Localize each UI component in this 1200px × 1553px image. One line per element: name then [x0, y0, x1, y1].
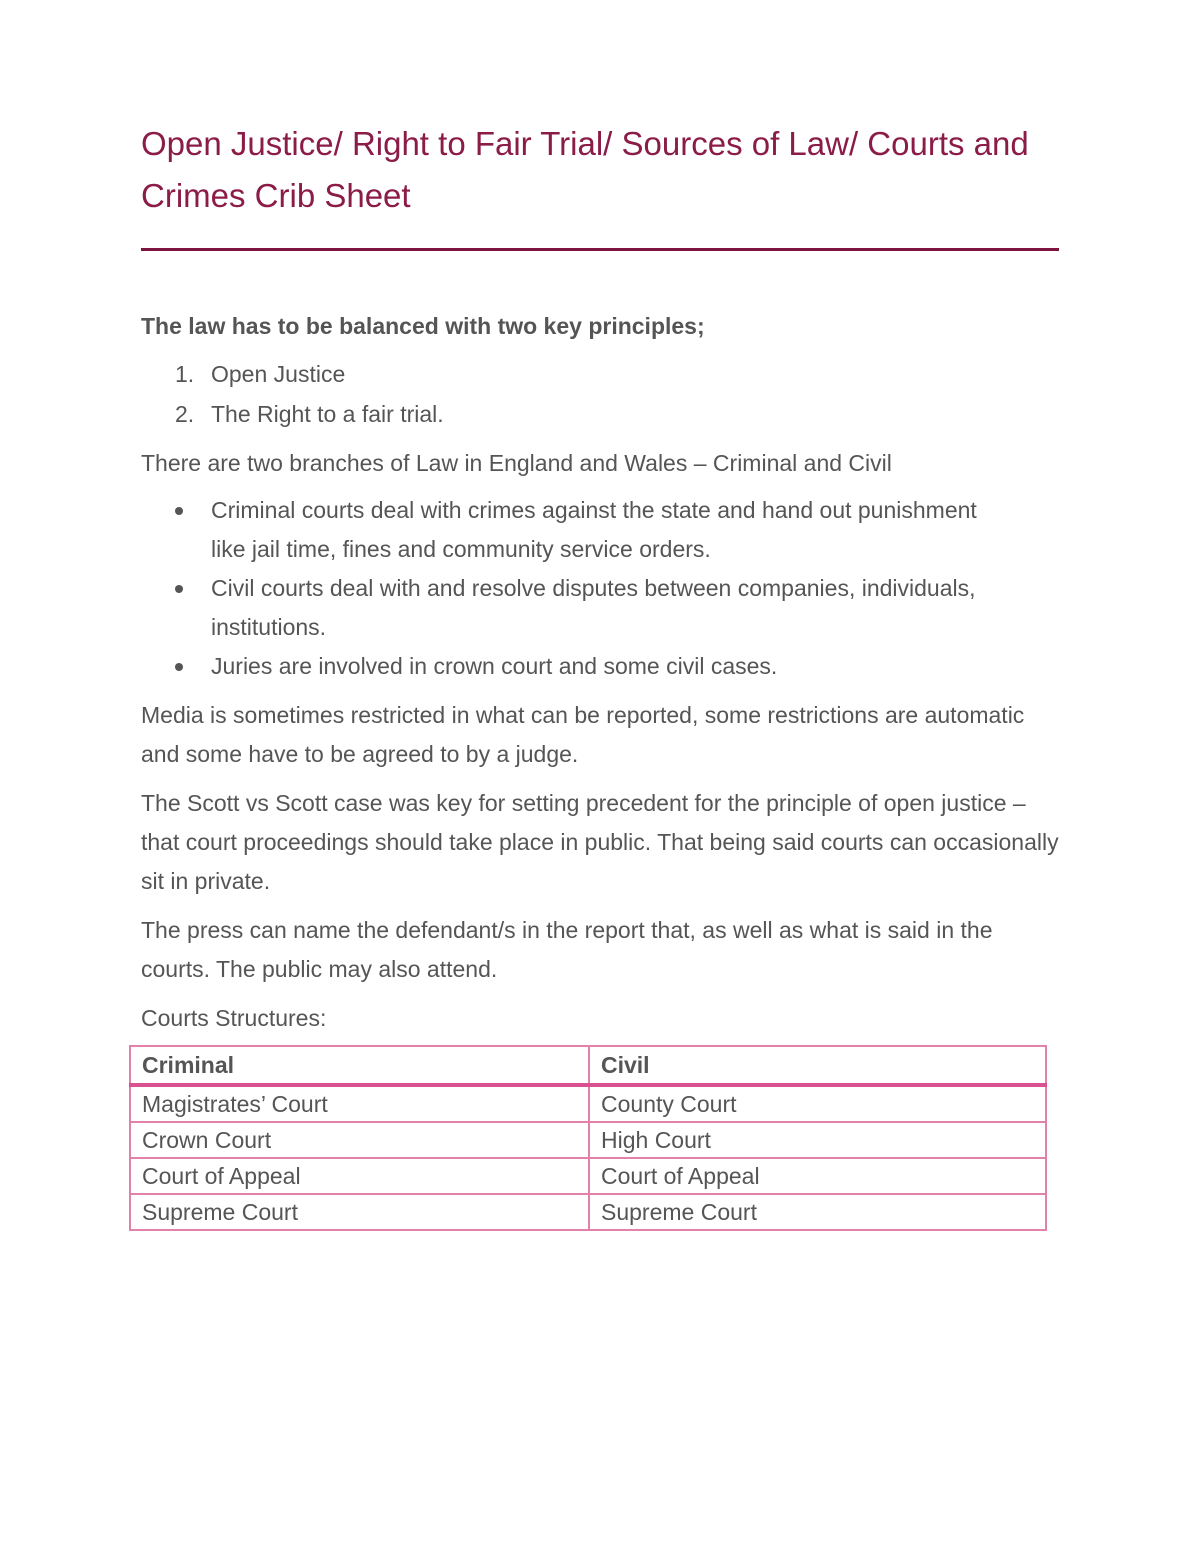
bullet-icon — [175, 585, 183, 593]
table-cell: Magistrates’ Court — [130, 1085, 589, 1122]
scott-paragraph: The Scott vs Scott case was key for setting precedent for the principle of open justice – that court proceedings should take place in public. That being said courts can occasionally sit in private. — [141, 790, 1059, 894]
header-criminal: Criminal — [130, 1046, 589, 1085]
bullet-icon — [175, 663, 183, 671]
bullet-item — [141, 491, 1011, 569]
table-cell: Court of Appeal — [589, 1158, 1046, 1194]
list-number: 2. — [175, 401, 195, 427]
bullet-item — [141, 569, 1011, 647]
document-page — [141, 118, 1059, 1038]
table-row — [130, 1085, 1046, 1122]
bullet-text: Criminal courts deal with crimes against the state and hand out punishment like jail time, fines and community service orders. — [211, 497, 977, 562]
courts-structure-table — [129, 1045, 1047, 1231]
press-paragraph: The press can name the defendant/s in the report that, as well as what is said in the courts. The public may also attend. — [141, 917, 993, 982]
bullet-text: Civil courts deal with and resolve disputes between companies, individuals, institutions. — [211, 575, 976, 640]
table-cell: High Court — [589, 1122, 1046, 1158]
title-divider — [141, 248, 1059, 251]
page-title: Open Justice/ Right to Fair Trial/ Sources of Law/ Courts and Crimes Crib Sheet — [141, 125, 1029, 214]
table-cell: Supreme Court — [589, 1194, 1046, 1230]
branches-bullet-list — [141, 491, 1059, 686]
structures-label: Courts Structures: — [141, 1005, 327, 1031]
media-paragraph: Media is sometimes restricted in what can be reported, some restrictions are automatic and some have to be agreed to by a judge. — [141, 702, 1025, 767]
bullet-text: Juries are involved in crown court and some civil cases. — [211, 653, 778, 679]
intro-text: The law has to be balanced with two key principles; — [141, 313, 705, 339]
list-number: 1. — [175, 361, 195, 387]
list-item-text: Open Justice — [211, 361, 346, 387]
header-civil: Civil — [589, 1046, 1046, 1085]
bullet-icon — [175, 507, 183, 515]
bullet-item — [141, 647, 1011, 686]
principles-list — [141, 354, 1059, 434]
table-header-row — [130, 1046, 1046, 1085]
table-row — [130, 1122, 1046, 1158]
list-item-text: The Right to a fair trial. — [211, 401, 444, 427]
list-item — [141, 354, 1059, 394]
list-item — [141, 394, 1059, 434]
table-cell: County Court — [589, 1085, 1046, 1122]
table-row — [130, 1194, 1046, 1230]
table-row — [130, 1158, 1046, 1194]
table-cell: Court of Appeal — [130, 1158, 589, 1194]
branches-paragraph: There are two branches of Law in England and Wales – Criminal and Civil — [141, 450, 892, 476]
table-cell: Crown Court — [130, 1122, 589, 1158]
table-cell: Supreme Court — [130, 1194, 589, 1230]
